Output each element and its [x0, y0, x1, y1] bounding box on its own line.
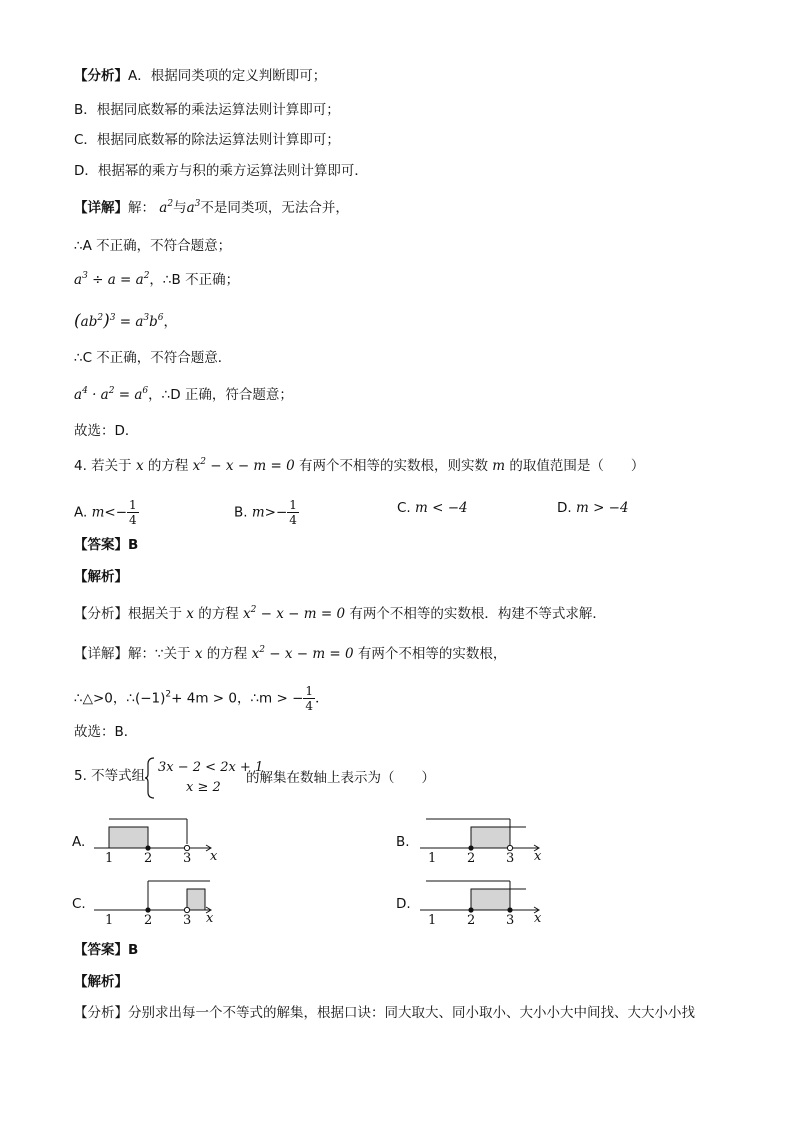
- math-ab2-cubed: $(ab^2)^3 = a^3b^6$: [74, 311, 164, 331]
- q5-option-c-label[interactable]: C.: [72, 896, 86, 912]
- q4-delta-frac: $\frac{1}{4}$: [305, 684, 314, 713]
- axis-x: x: [534, 849, 542, 864]
- q4-detail-pre: 【详解】解：∵关于: [74, 646, 191, 662]
- analysis-line-d: D．根据幂的乘方与积的乘方运算法则计算即可．: [74, 163, 368, 179]
- q4-equation: $x^2 - x - m = 0$: [188, 457, 299, 474]
- tick-2: 2: [144, 913, 153, 926]
- q5-option-b-label[interactable]: B.: [396, 834, 410, 850]
- q4-choose: 故选：B．: [74, 724, 138, 740]
- q4-detail-mid1: 的方程: [206, 646, 248, 662]
- q4-delta: ∴△>0，$\therefore(-1)^2+ 4m > 0$，∴m > − $\frac{1}{4}$ ．: [74, 684, 329, 713]
- q5-stem-pre: 5. 不等式组: [74, 768, 146, 784]
- math-a3-div-a: $a^3 \div a = a^2$: [74, 271, 150, 288]
- q5-answer: 【答案】B: [74, 942, 139, 958]
- q4-stem-mid2: 有两个不相等的实数根，则实数: [299, 458, 488, 474]
- q4-option-a[interactable]: A. m<− $\frac{1}{4}$: [74, 498, 137, 527]
- q4-delta-b: + 4m > 0，∴m > −: [171, 690, 304, 707]
- detail-t6-tail: ，∴D 正确，符合题意；: [148, 387, 293, 403]
- q5-numberline-c[interactable]: [92, 874, 224, 926]
- q4-option-a-frac: [127, 498, 139, 527]
- q5-option-a-label[interactable]: A.: [72, 834, 86, 850]
- q4-stem-mid1: 的方程: [147, 458, 189, 474]
- q4-detail-mid2: 有两个不相等的实数根，: [357, 646, 507, 662]
- q4-answer: 【答案】B: [74, 537, 139, 553]
- math-a4-times-a2: $a^4 \cdot a^2 = a^6$: [74, 386, 149, 403]
- q4-option-d-text: m > −4: [575, 500, 629, 516]
- q4-option-c-letter: C.: [397, 500, 411, 516]
- q4-option-a-num: 1: [129, 498, 137, 512]
- q4-option-b-frac: [287, 498, 299, 527]
- q4-option-a-sign: −: [115, 504, 128, 521]
- q5-numberline-b[interactable]: [418, 812, 550, 864]
- q4-option-b-letter: B.: [234, 504, 248, 521]
- q5-numberline-a[interactable]: [92, 812, 224, 864]
- q4-option-b-sign: −: [275, 504, 288, 521]
- q4-option-b-num: 1: [289, 498, 297, 512]
- q4-option-a-rel: <: [104, 504, 116, 521]
- analysis-line-b: B．根据同底数幂的乘法运算法则计算即可；: [74, 102, 340, 118]
- tick-3: 3: [506, 851, 515, 864]
- q5-option-d-label[interactable]: D.: [396, 896, 411, 912]
- q4-jiexi: 【解析】: [74, 569, 128, 585]
- tick-2: 2: [467, 913, 476, 926]
- detail-t4-tail: ，: [163, 314, 178, 330]
- q4-option-b-rel: >: [264, 504, 276, 521]
- detail-line-3: [74, 270, 239, 290]
- q4-option-d-letter: D.: [557, 500, 572, 516]
- q4-analysis: 【分析】根据关于 x 的方程 $x^2 - x - m = 0$ 有两个不相等的实数根．构建不等式求解．: [74, 605, 606, 622]
- detail-line-1: [74, 198, 349, 218]
- analysis-line-a: [74, 66, 326, 86]
- tick-1: 1: [428, 913, 437, 926]
- math-a2: $a^2$: [159, 199, 174, 216]
- q4-option-c[interactable]: [397, 498, 468, 518]
- q5-jiexi: 【解析】: [74, 974, 128, 990]
- q4-delta-a: ∴△>0，∴(−1): [74, 690, 166, 707]
- q4-analysis-pre: 【分析】根据关于: [74, 606, 182, 622]
- q5-ineq-1: 3x − 2 < 2x + 1: [158, 760, 264, 775]
- q4-analysis-mid1: 的方程: [198, 606, 239, 622]
- q4-option-a-letter: A.: [74, 504, 88, 521]
- q4-option-d[interactable]: [557, 498, 629, 518]
- q4-analysis-mid2: 有两个不相等的实数根．构建不等式求解．: [349, 606, 606, 622]
- q4-option-b-den: 4: [289, 513, 297, 527]
- analysis-label: 【分析】: [74, 68, 128, 84]
- detail-line-4: [74, 311, 177, 332]
- tick-2: 2: [144, 851, 153, 864]
- detail-t3-tail: ，∴B 不正确；: [149, 272, 240, 288]
- axis-x: x: [206, 911, 214, 926]
- q4-stem-end: 的取值范围是（ ）: [509, 458, 645, 474]
- q4-option-c-text: m < −4: [415, 500, 468, 516]
- q5-ineq-2: x ≥ 2: [186, 780, 221, 795]
- q5-numberline-d[interactable]: [418, 874, 550, 926]
- axis-x: x: [210, 849, 218, 864]
- q5-stem: [74, 766, 145, 786]
- q4-stem-pre: 4. 若关于: [74, 458, 132, 474]
- tick-3: 3: [183, 913, 192, 926]
- detail-line-6: [74, 385, 293, 405]
- q4-option-b[interactable]: B. m>− $\frac{1}{4}$: [234, 498, 297, 527]
- tick-1: 1: [428, 851, 437, 864]
- tick-1: 1: [105, 851, 114, 864]
- detail-line-5: ∴C 不正确，不符合题意．: [74, 350, 232, 366]
- tick-3: 3: [183, 851, 192, 864]
- q5-brace: [144, 756, 156, 800]
- math-a3: $a^3$: [186, 199, 201, 216]
- tick-2: 2: [467, 851, 476, 864]
- q4-detail: 【详解】解：∵关于 x 的方程 $x^2 - x - m = 0$ 有两个不相等的实数根，: [74, 645, 507, 662]
- q5-stem-end: 的解集在数轴上表示为（ ）: [246, 770, 435, 786]
- detail-line-2: ∴A 不正确，不符合题意；: [74, 238, 232, 254]
- tick-3: 3: [506, 913, 515, 926]
- detail-jie: 解：: [128, 200, 155, 216]
- analysis-line-c: C．根据同底数幂的除法运算法则计算即可；: [74, 132, 340, 148]
- tick-1: 1: [105, 913, 114, 926]
- analysis-a-text: A．根据同类项的定义判断即可；: [128, 68, 327, 84]
- detail-choose: 故选：D．: [74, 423, 139, 439]
- detail-t1-mid: 与: [173, 200, 187, 216]
- axis-x: x: [534, 911, 542, 926]
- q4-option-a-den: 4: [129, 513, 137, 527]
- detail-t1-end: 不是同类项，无法合并，: [200, 200, 349, 216]
- q4-stem: 4. 若关于 x 的方程 $x^2 - x - m = 0$ 有两个不相等的实数根，则实数 m 的取值范围是（ ）: [74, 457, 645, 474]
- detail-label: 【详解】: [74, 200, 128, 216]
- q5-analysis: 【分析】分别求出每一个不等式的解集，根据口诀：同大取大、同小取小、大小小大中间找、大大小小找: [74, 1005, 695, 1021]
